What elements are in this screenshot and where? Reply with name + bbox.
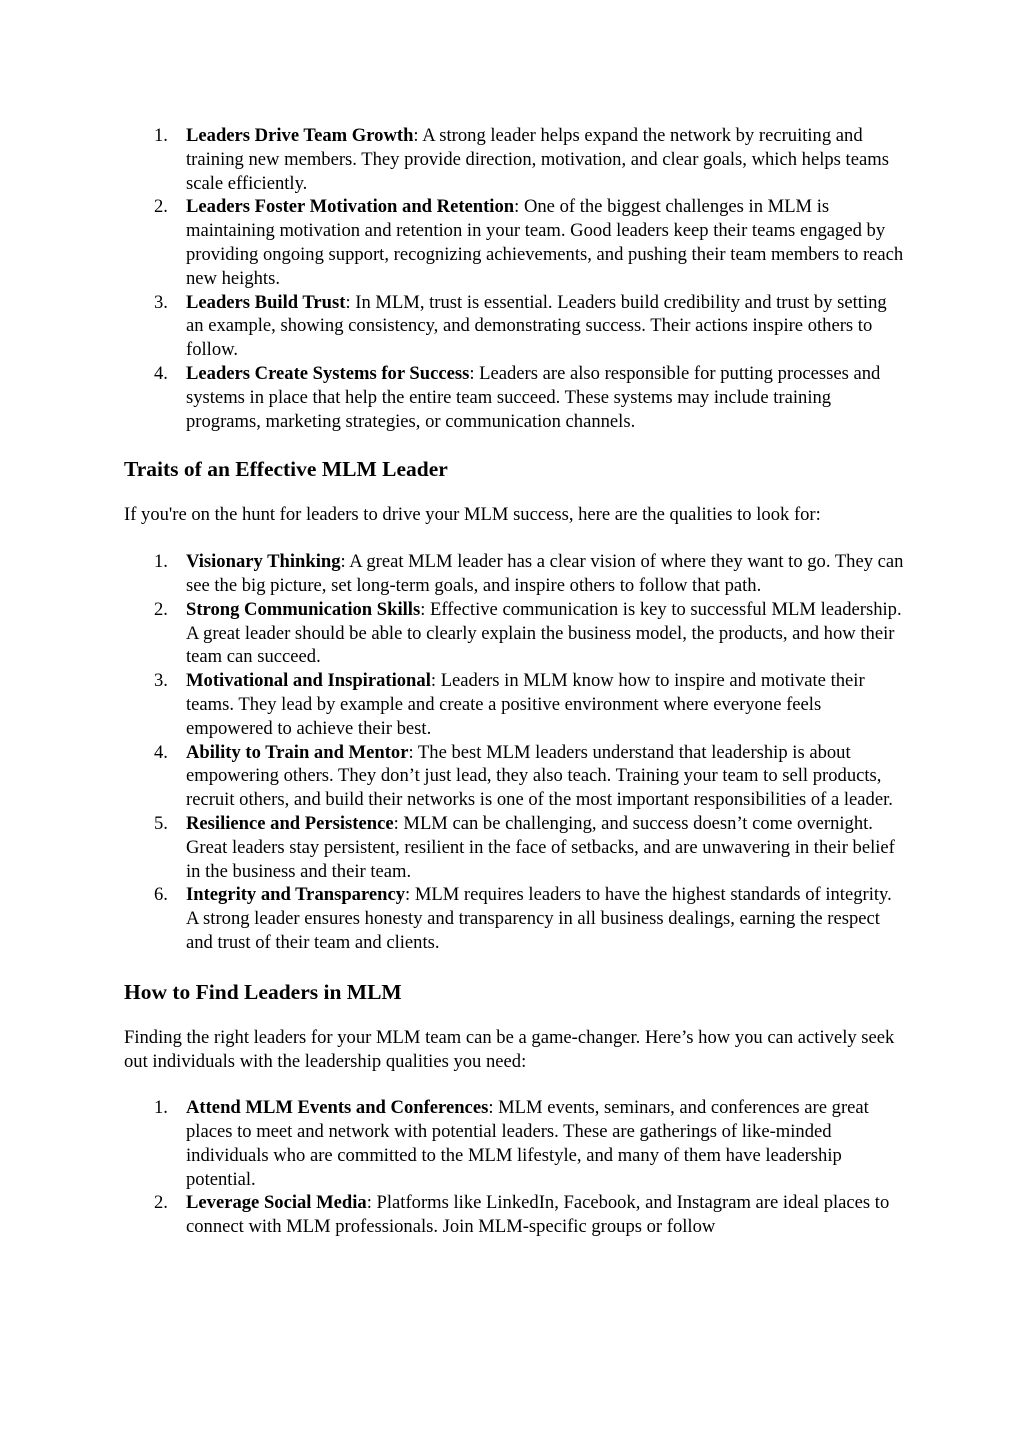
item-title: Leaders Drive Team Growth: [186, 125, 414, 146]
item-title: Leverage Social Media: [186, 1192, 367, 1214]
item-text: : A strong leader helps expand the network by recruiting and training new members. They provide direction, motivation, and clear goals, which helps teams scale efficiently.: [186, 125, 889, 194]
list-item: 3. Leaders Build Trust: In MLM, trust is essential. Leaders build credibility and trust by setting an example, showing consistency, and demonstrating success. Their actions inspire others to follow.: [154, 291, 887, 361]
item-title: Visionary Thinking: [186, 551, 341, 573]
item-title: Resilience and Persistence: [186, 812, 394, 834]
item-title: Motivational and Inspirational: [186, 670, 431, 692]
list-item: 2. Leaders Foster Motivation and Retention: One of the biggest challenges in MLM is maintaining motivation and retention in your team. Good leaders keep their teams engaged by providing ongoing support, recognizing achievements, and pushing their team members to reach new heights.: [154, 196, 904, 289]
item-text: : A great MLM leader has a clear vision of where they want to go. They can see the big picture, set long-term goals, and inspire others to follow that path.: [186, 551, 904, 596]
list-item: 3. Motivational and Inspirational: Leaders in MLM know how to inspire and motivate their teams. They lead by example and create a positive environment where everyone feels empowered to achieve their best.: [154, 670, 865, 739]
item-title: Ability to Train and Mentor: [186, 741, 409, 763]
list-item: 1. Visionary Thinking: A great MLM leader has a clear vision of where they want to go. They can see the big picture, set long-term goals, and inspire others to follow that path.: [154, 551, 904, 596]
item-text: : MLM requires leaders to have the highest standards of integrity. A strong leader ensures honesty and transparency in all business dealings, earning the respect and trust of their team and clients.: [186, 884, 892, 953]
item-title: Integrity and Transparency: [186, 884, 406, 906]
find-list: [124, 1096, 904, 1239]
item-title: Strong Communication Skills: [186, 598, 421, 620]
list-item: 4. Ability to Train and Mentor: The best MLM leaders understand that leadership is about empowering others. They don’t just lead, they also teach. Training your team to sell products, recruit others, and build their networks is one of the most important responsibilities of a leader.: [154, 741, 893, 811]
leader-importance-list: [124, 124, 904, 433]
item-title: Leaders Build Trust: [186, 291, 346, 313]
item-text: : Platforms like LinkedIn, Facebook, and Instagram are ideal places to connect with MLM professionals. Join MLM-specific groups or follow: [186, 1192, 890, 1238]
list-item: 5. Resilience and Persistence: MLM can be challenging, and success doesn’t come overnight. Great leaders stay persistent, resilient in the face of setbacks, and are unwavering in their belief in the business and their team.: [154, 812, 895, 882]
item-text: : Effective communication is key to successful MLM leadership. A great leader should be able to clearly explain the business model, the products, and how their team can succeed.: [186, 598, 902, 668]
item-text: : One of the biggest challenges in MLM is maintaining motivation and retention in your team. Good leaders keep their teams engaged by providing ongoing support, recognizing achievements, and pushing their team members to reach new heights.: [186, 196, 904, 289]
list-item: 2. Leverage Social Media: Platforms like LinkedIn, Facebook, and Instagram are ideal places to connect with MLM professionals. Join MLM-specific groups or follow: [154, 1192, 890, 1238]
list-item: 4. Leaders Create Systems for Success: Leaders are also responsible for putting processes and systems in place that help the entire team succeed. These systems may include training programs, marketing strategies, or communication channels.: [154, 362, 881, 432]
traits-intro: If you're on the hunt for leaders to drive your MLM success, here are the qualities to look for:: [124, 504, 821, 526]
list-item: 6. Integrity and Transparency: MLM requires leaders to have the highest standards of integrity. A strong leader ensures honesty and transparency in all business dealings, earning the respect and trust of their team and clients.: [154, 884, 892, 953]
find-intro: Finding the right leaders for your MLM team can be a game-changer. Here’s how you can actively seek out individuals with the leadership qualities you need:: [124, 1026, 895, 1072]
item-text: : The best MLM leaders understand that leadership is about empowering others. They don’t just lead, they also teach. Training your team to sell products, recruit others, and build their networks is one of the most important responsibilities of a leader.: [186, 741, 893, 811]
document-page: [124, 124, 904, 1239]
item-text: : Leaders in MLM know how to inspire and motivate their teams. They lead by example and create a positive environment where everyone feels empowered to achieve their best.: [186, 670, 865, 739]
list-item: 1. Leaders Drive Team Growth: A strong leader helps expand the network by recruiting and training new members. They provide direction, motivation, and clear goals, which helps teams scale efficiently.: [154, 125, 889, 194]
section-heading-find: How to Find Leaders in MLM: [124, 979, 402, 1004]
item-title: Leaders Create Systems for Success: [186, 362, 470, 384]
item-text: : In MLM, trust is essential. Leaders build credibility and trust by setting an example, showing consistency, and demonstrating success. Their actions inspire others to follow.: [186, 291, 887, 361]
section-heading-traits: Traits of an Effective MLM Leader: [124, 457, 448, 482]
item-title: Attend MLM Events and Conferences: [186, 1097, 489, 1119]
list-item: 2. Strong Communication Skills: Effective communication is key to successful MLM leadership. A great leader should be able to clearly explain the business model, the products, and how their team can succeed.: [154, 598, 902, 668]
item-text: : MLM events, seminars, and conferences are great places to meet and network with potential leaders. These are gatherings of like-minded individuals who are committed to the MLM lifestyle, and many of them have leadership potential.: [186, 1097, 869, 1190]
traits-list: [124, 550, 904, 955]
item-text: : MLM can be challenging, and success doesn’t come overnight. Great leaders stay persistent, resilient in the face of setbacks, and are unwavering in their belief in the business and their team.: [186, 812, 895, 882]
list-item: 1. Attend MLM Events and Conferences: MLM events, seminars, and conferences are great places to meet and network with potential leaders. These are gatherings of like-minded individuals who are committed to the MLM lifestyle, and many of them have leadership potential.: [154, 1097, 869, 1190]
item-text: : Leaders are also responsible for putting processes and systems in place that help the entire team succeed. These systems may include training programs, marketing strategies, or communication channels.: [186, 362, 881, 432]
item-title: Leaders Foster Motivation and Retention: [186, 196, 515, 218]
